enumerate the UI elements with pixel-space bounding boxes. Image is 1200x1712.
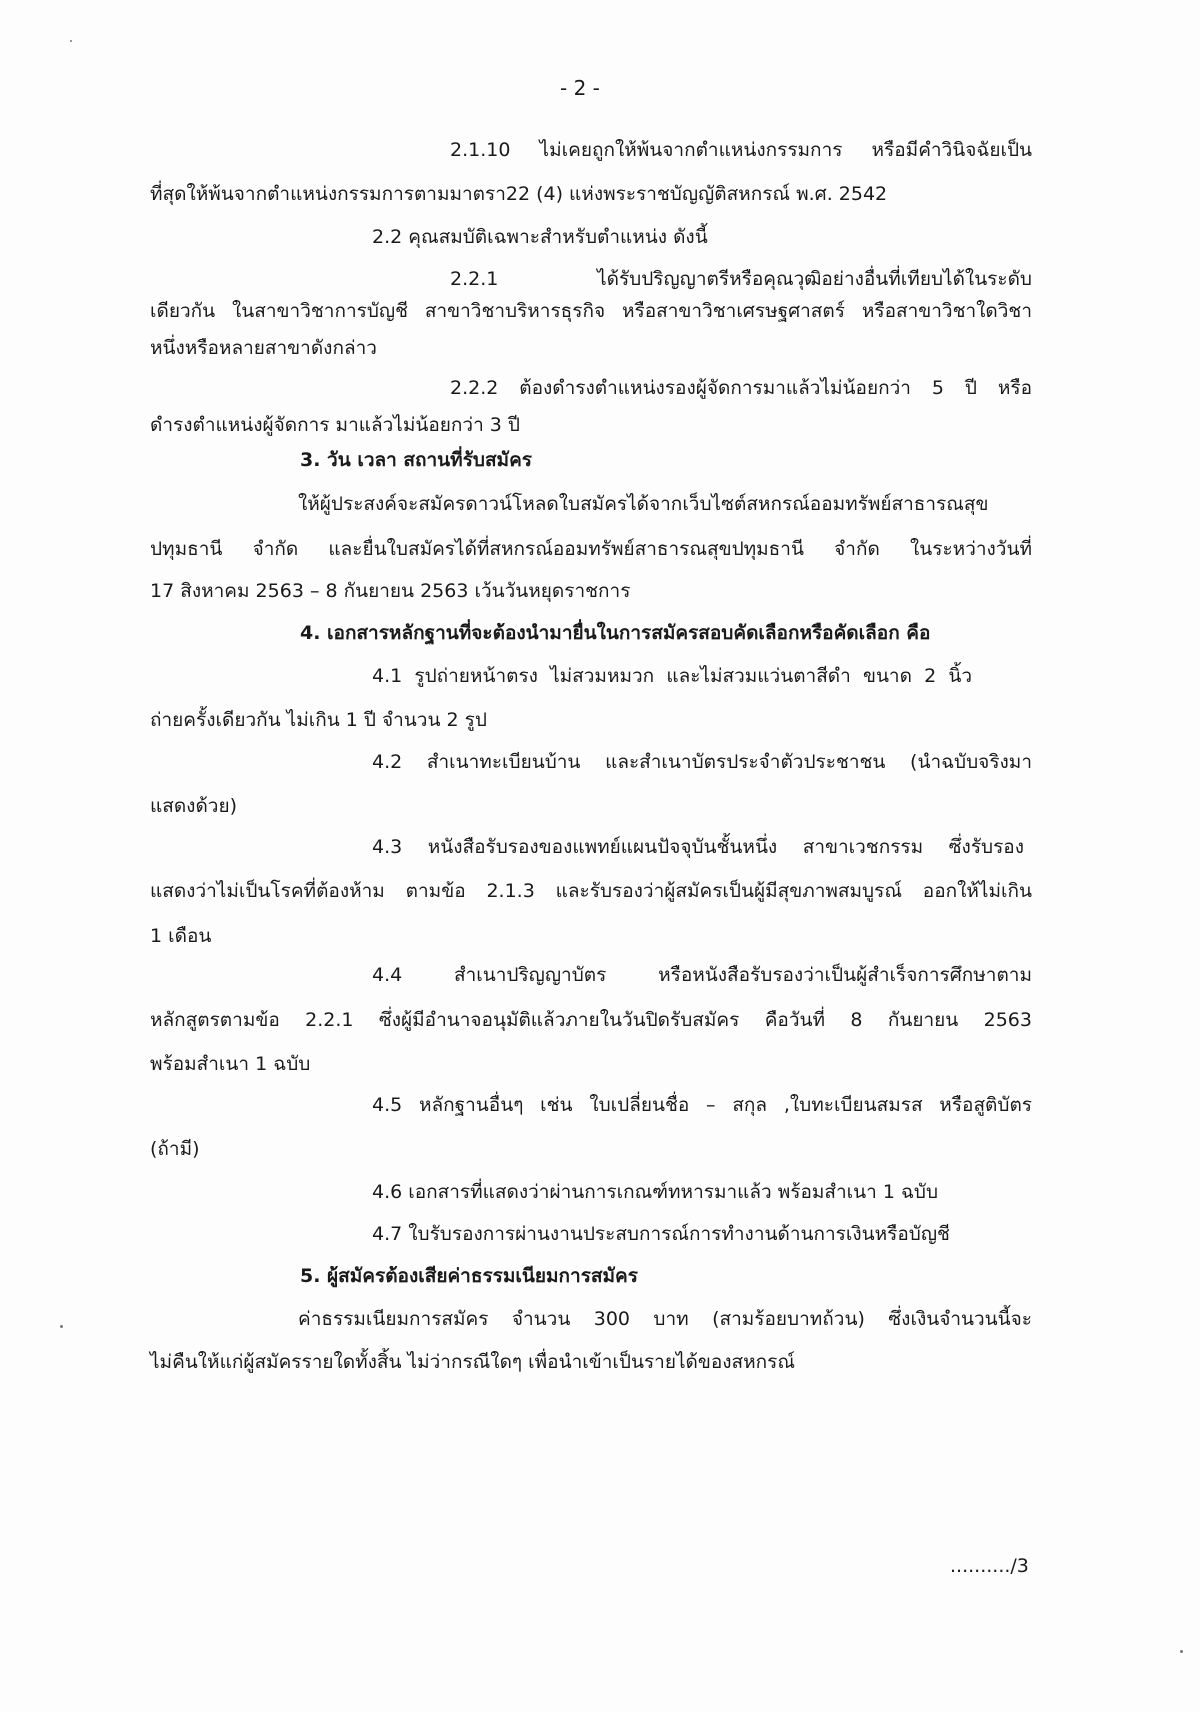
text-line: หนึ่งหรือหลายสาขาดังกล่าว xyxy=(150,337,377,359)
page-number: - 2 - xyxy=(560,76,600,100)
scan-speck xyxy=(60,1325,63,1328)
text-line: ไม่คืนให้แก่ผู้สมัครรายใดทั้งสิ้น ไม่ว่ากรณีใดๆ เพื่อนำเข้าเป็นรายได้ของสหกรณ์ xyxy=(150,1351,795,1373)
text-line: เดียวกัน ในสาขาวิชาการบัญชี สาขาวิชาบริหารธุรกิจ หรือสาขาวิชาเศรษฐศาสตร์ หรือสาขาวิชาใดวิชา xyxy=(150,300,1032,322)
text-line: 17 สิงหาคม 2563 – 8 กันยายน 2563 เว้นวันหยุดราชการ xyxy=(150,580,631,602)
section-heading: 5. ผู้สมัครต้องเสียค่าธรรมเนียมการสมัคร xyxy=(300,1265,638,1287)
text-line: ให้ผู้ประสงค์จะสมัครดาวน์โหลดใบสมัครได้จากเว็บไซต์สหกรณ์ออมทรัพย์สาธารณสุข xyxy=(298,493,989,515)
section-heading: 3. วัน เวลา สถานที่รับสมัคร xyxy=(300,449,532,471)
text-line: ปทุมธานี จำกัด และยื่นใบสมัครได้ที่สหกรณ์ออมทรัพย์สาธารณสุขปทุมธานี จำกัด ในระหว่างวันที่ xyxy=(150,538,1032,560)
text-line: ดำรงตำแหน่งผู้จัดการ มาแล้วไม่น้อยกว่า 3 ปี xyxy=(150,414,520,436)
text-line: 2.2.1 ได้รับปริญญาตรีหรือคุณวุฒิอย่างอื่นที่เทียบได้ในระดับ xyxy=(450,268,1032,290)
text-line: 1 เดือน xyxy=(150,925,212,947)
text-line: ค่าธรรมเนียมการสมัคร จำนวน 300 บาท (สามร้อยบาทถ้วน) ซึ่งเงินจำนวนนี้จะ xyxy=(298,1308,1032,1330)
text-line: ที่สุดให้พ้นจากตำแหน่งกรรมการตามมาตรา22 (4) แห่งพระราชบัญญัติสหกรณ์ พ.ศ. 2542 xyxy=(150,183,888,205)
text-line: ถ่ายครั้งเดียวกัน ไม่เกิน 1 ปี จำนวน 2 รูป xyxy=(150,709,487,731)
text-line: (ถ้ามี) xyxy=(150,1138,200,1160)
scan-speck xyxy=(1180,1650,1183,1653)
scan-speck xyxy=(70,40,72,42)
section-heading: 4. เอกสารหลักฐานที่จะต้องนำมายื่นในการสมัครสอบคัดเลือกหรือคัดเลือก คือ xyxy=(300,622,931,644)
text-line: 4.1 รูปถ่ายหน้าตรง ไม่สวมหมวก และไม่สวมแว่นตาสีดำ ขนาด 2 นิ้ว xyxy=(372,665,972,687)
text-line: 4.7 ใบรับรองการผ่านงานประสบการณ์การทำงานด้านการเงินหรือบัญชี xyxy=(372,1223,950,1245)
text-line: 4.4 สำเนาปริญญาบัตร หรือหนังสือรับรองว่าเป็นผู้สำเร็จการศึกษาตาม xyxy=(372,964,1032,986)
page-continuation-marker: ........../3 xyxy=(950,1555,1029,1577)
text-line: 4.2 สำเนาทะเบียนบ้าน และสำเนาบัตรประจำตัวประชาชน (นำฉบับจริงมา xyxy=(372,751,1032,773)
text-line: 4.6 เอกสารที่แสดงว่าผ่านการเกณฑ์ทหารมาแล้ว พร้อมสำเนา 1 ฉบับ xyxy=(372,1181,939,1203)
text-line: 4.3 หนังสือรับรองของแพทย์แผนปัจจุบันชั้นหนึ่ง สาขาเวชกรรม ซึ่งรับรอง xyxy=(372,836,1024,858)
text-line: 2.2 คุณสมบัติเฉพาะสำหรับตำแหน่ง ดังนี้ xyxy=(372,226,708,248)
text-line: หลักสูตรตามข้อ 2.2.1 ซึ่งผู้มีอำนาจอนุมัติแล้วภายในวันปิดรับสมัคร คือวันที่ 8 กันยายน 2563 xyxy=(150,1009,1032,1031)
text-line: 2.1.10 ไม่เคยถูกให้พ้นจากตำแหน่งกรรมการ หรือมีคำวินิจฉัยเป็น xyxy=(450,139,1032,161)
text-line: 2.2.2 ต้องดำรงตำแหน่งรองผู้จัดการมาแล้วไม่น้อยกว่า 5 ปี หรือ xyxy=(450,377,1032,399)
text-line: แสดงว่าไม่เป็นโรคที่ต้องห้าม ตามข้อ 2.1.3 และรับรองว่าผู้สมัครเป็นผู้มีสุขภาพสมบูรณ์ ออกให้ไม่เกิน xyxy=(150,880,1032,902)
text-line: พร้อมสำเนา 1 ฉบับ xyxy=(150,1053,311,1075)
text-line: แสดงด้วย) xyxy=(150,795,238,817)
text-line: 4.5 หลักฐานอื่นๆ เช่น ใบเปลี่ยนชื่อ – สกุล ,ใบทะเบียนสมรส หรือสูติบัตร xyxy=(372,1094,1032,1116)
